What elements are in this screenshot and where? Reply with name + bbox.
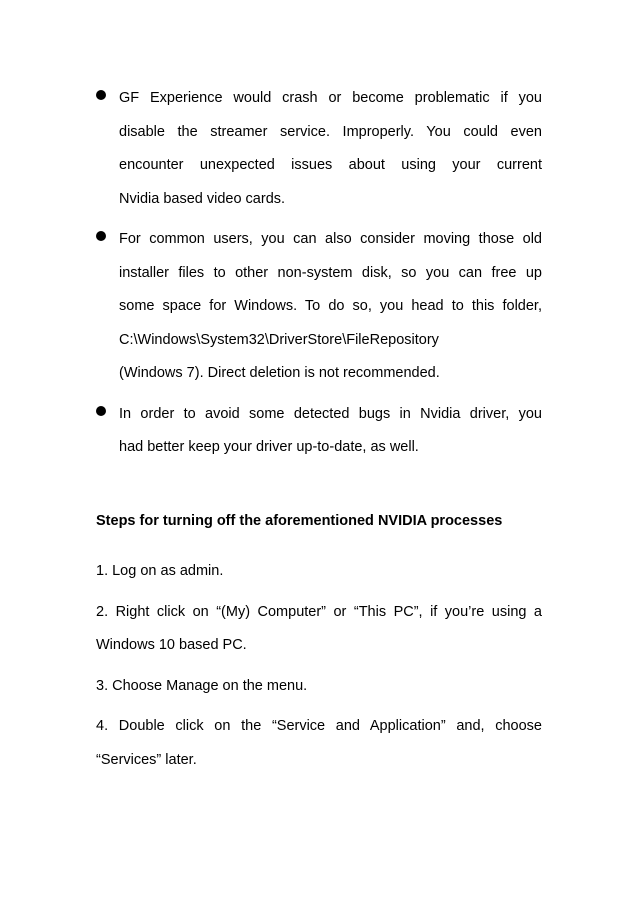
bullet-line: disable the streamer service. Improperly. You could even (119, 123, 542, 140)
bullet-item-installer-files (96, 223, 542, 391)
bullet-line: Nvidia based video cards. (119, 190, 286, 207)
bullet-line: (Windows 7). Direct deletion is not recommended. (119, 365, 440, 381)
step-line: Windows 10 based PC. (96, 637, 247, 653)
bullet-line: GF Experience would crash or become problematic if you (119, 90, 542, 106)
step-item-3 (96, 670, 542, 704)
bullet-dot-icon (96, 90, 106, 100)
step-line: 1. Log on as admin. (96, 563, 224, 579)
step-item-2 (96, 596, 542, 663)
step-line: 3. Choose Manage on the menu. (96, 677, 308, 694)
step-line: “Services” later. (96, 751, 197, 768)
bullet-line: encounter unexpected issues about using your current (119, 157, 542, 173)
step-item-4 (96, 710, 542, 777)
bullet-line: For common users, you can also consider moving those old (119, 231, 542, 247)
bullet-line: In order to avoid some detected bugs in Nvidia driver, you (119, 405, 542, 422)
step-line: 2. Right click on “(My) Computer” or “This PC”, if you’re using a (96, 603, 542, 620)
bullet-line: some space for Windows. To do so, you head to this folder, (119, 298, 542, 314)
bullet-dot-icon (96, 406, 106, 416)
step-item-1 (96, 555, 542, 589)
notes-bullet-list (96, 82, 542, 472)
folder-path-text: C:\Windows\System32\DriverStore\FileRepository (119, 331, 439, 348)
bullet-dot-icon (96, 231, 106, 241)
steps-heading: Steps for turning off the aforementioned NVIDIA processes (96, 513, 503, 529)
steps-list (96, 555, 542, 784)
bullet-item-gf-experience (96, 82, 542, 216)
bullet-line: had better keep your driver up-to-date, as well. (119, 439, 419, 455)
bullet-item-driver-update (96, 398, 542, 465)
step-line: 4. Double click on the “Service and Application” and, choose (96, 718, 542, 734)
bullet-line: installer files to other non-system disk, so you can free up (119, 264, 542, 281)
